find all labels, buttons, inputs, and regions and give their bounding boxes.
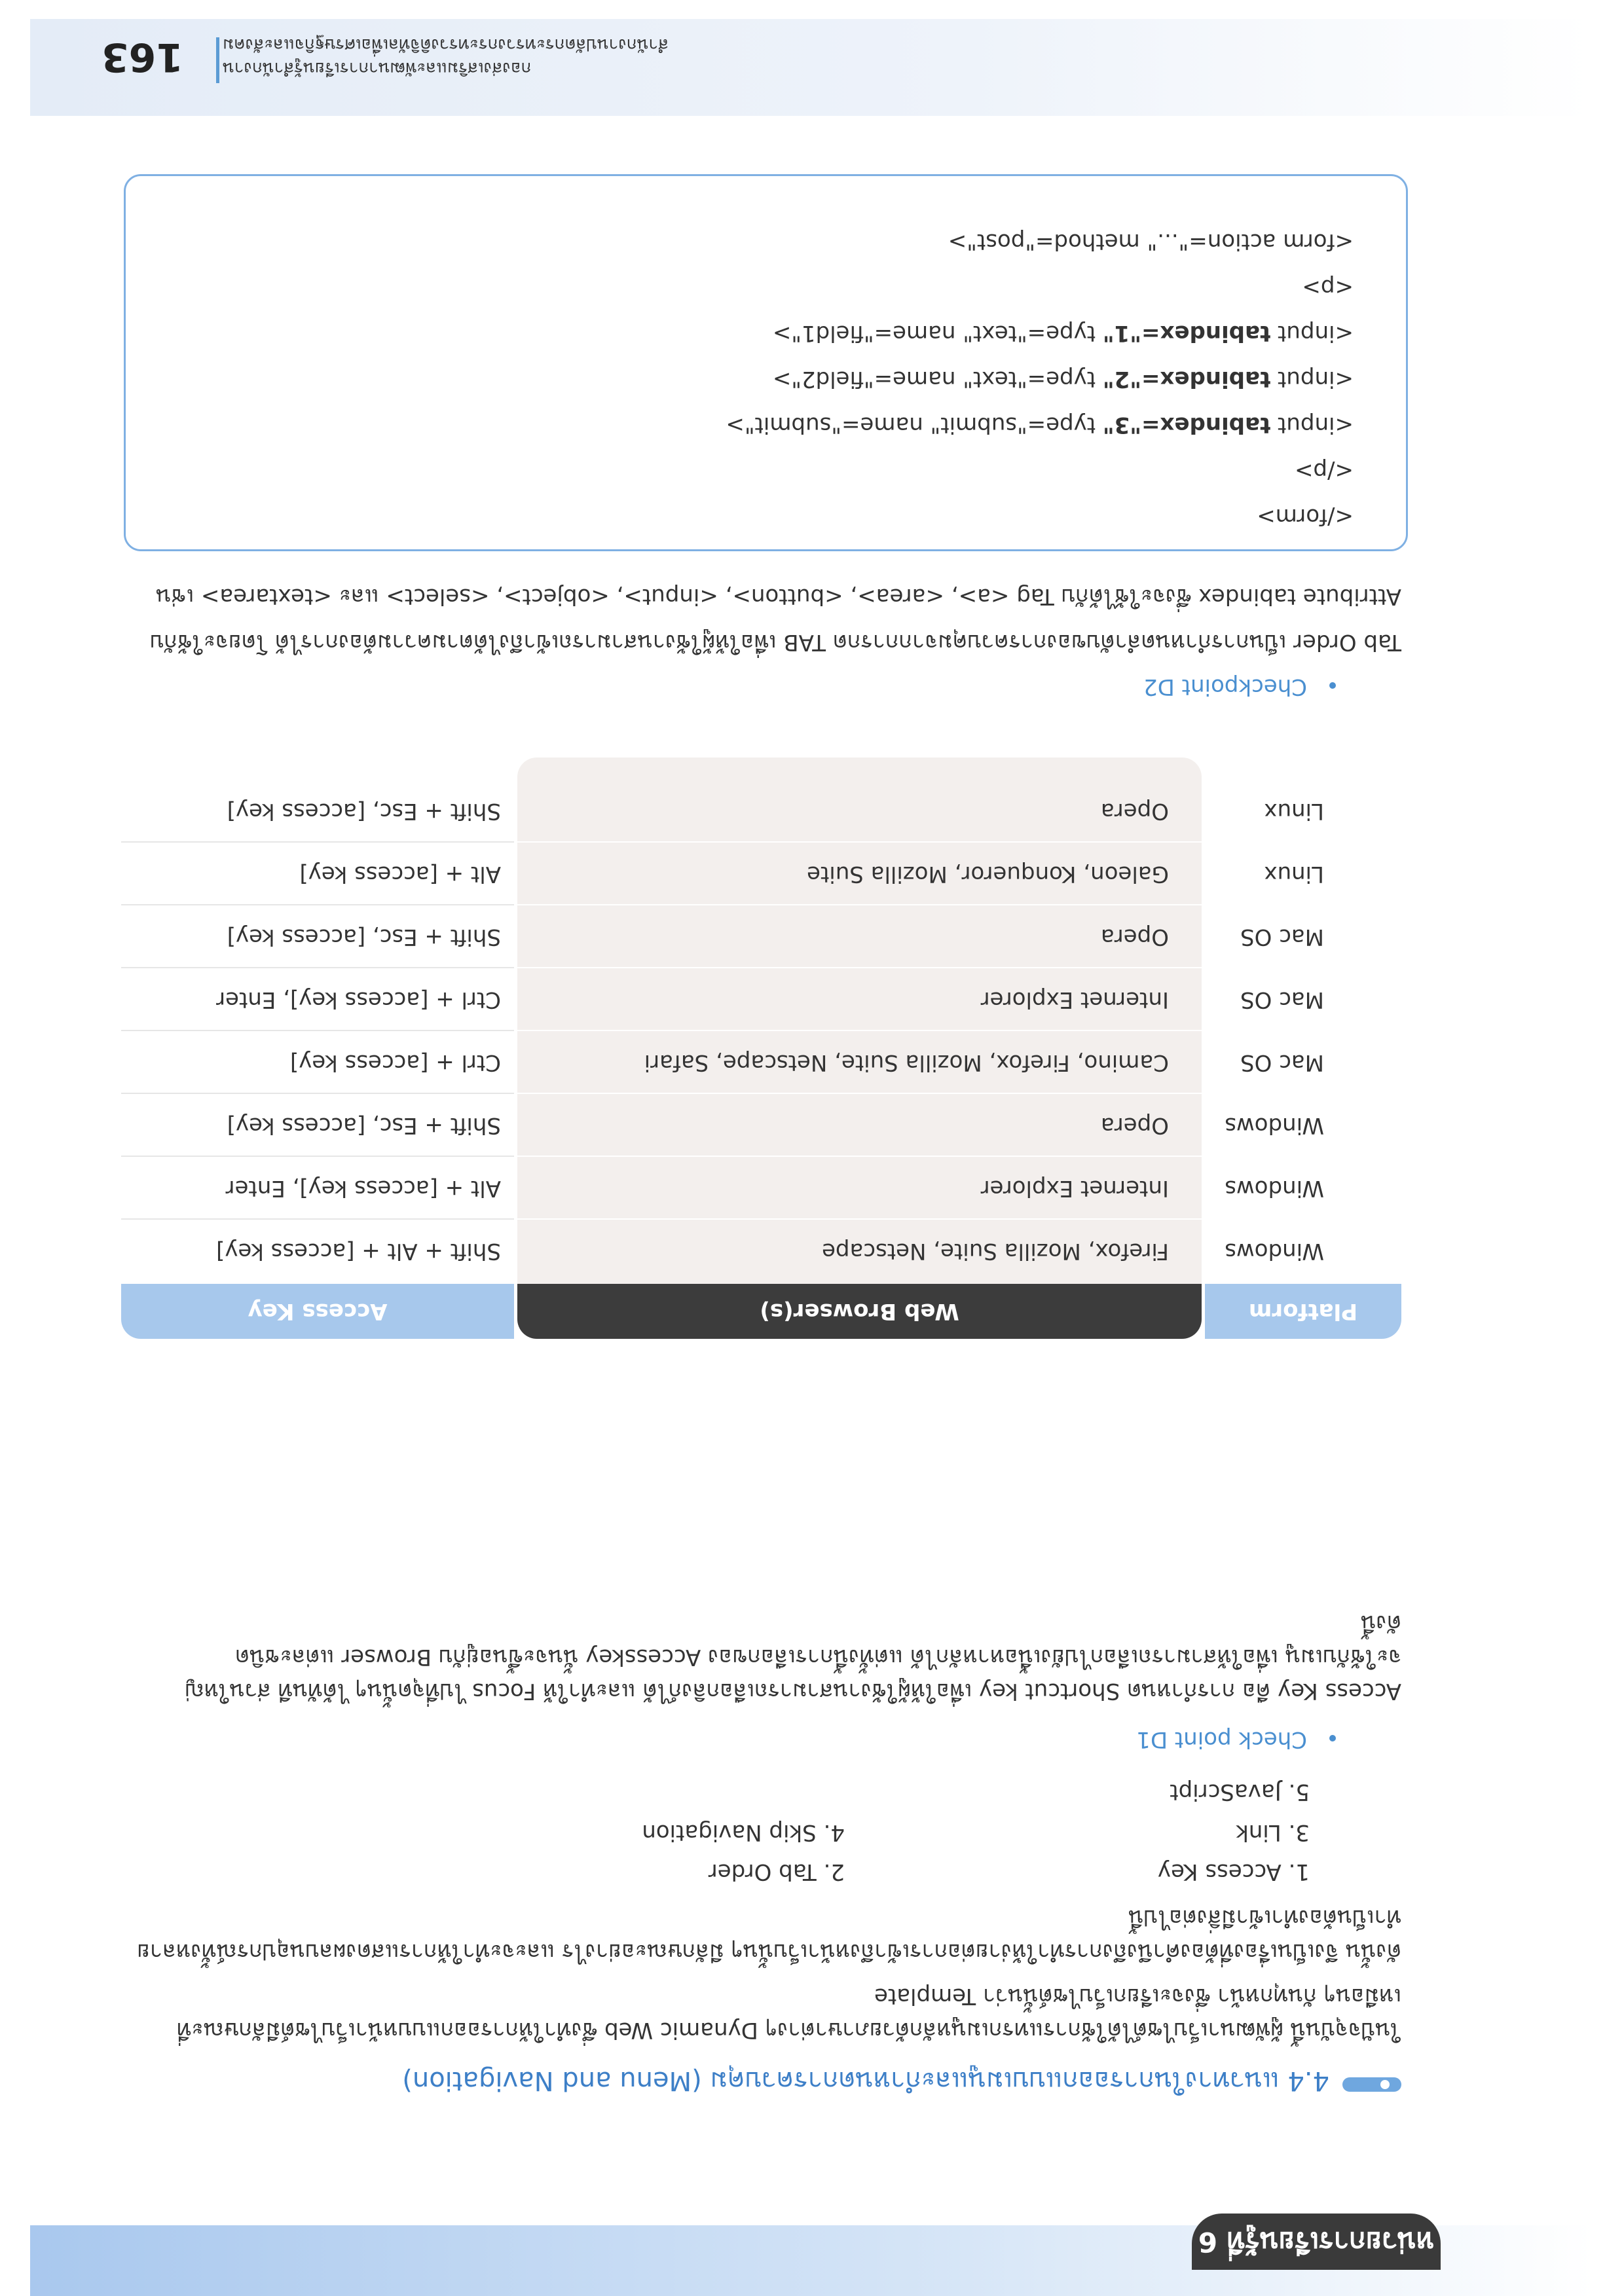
table-row [121,904,1401,967]
section-bullet-icon [1342,2077,1401,2092]
cell-access-key: Ctrl + [access key] [289,1049,501,1076]
cell-platform: Mac OS [1240,924,1324,950]
cell-platform: Windows [1225,1112,1324,1139]
code-line [726,412,1354,438]
row-divider [121,1218,514,1220]
cell-platform: Linux [1264,861,1324,887]
table-row [121,1030,1401,1093]
list-item-tab-order: 2. Tab Order [708,1859,845,1885]
table-header-platform: Platform [1205,1284,1401,1339]
code-keyword: tabindex="2" [1102,366,1271,392]
intro-line-3: ดังนั้น จึงเป็นเรื่องที่ต้องคำนึงถึงการทำให้ง่ายต่อการเข้าถึงหน้าเว็บนั้นๆ มีลักษณะอย่างไร และจะทำให้การแสดงผลบนอุปกรณ์ทั้งหลาย [137,1939,1401,1965]
cell-access-key: Ctrl + [access key], Enter [216,987,501,1013]
table-row [121,1093,1401,1156]
row-divider [517,1093,1202,1094]
table-row [121,778,1401,841]
code-text: type="text" name="field2"> [772,366,1103,392]
row-divider [517,1030,1202,1031]
checkpoint-d1-line-1: Access Key คือ การกำหนด Shortcut key เพื่อให้ผู้ใช้งานสามารถเลือกลิงก์ได้ และทำให้ Focus ไปที่จุดนั้นๆ ได้ทันที ส่วนใหญ่ [185,1678,1401,1704]
row-divider [121,904,514,905]
list-item-link: 3. Link [1236,1819,1310,1846]
row-divider [517,1156,1202,1157]
cell-browser: Internet Explorer [980,1175,1169,1201]
checkpoint-d1-heading [1136,1726,1336,1753]
cell-browser: Opera [1100,798,1169,824]
cell-platform: Mac OS [1240,1049,1324,1076]
section-heading: 4.4 แนวทางในการออกแบบเมนูและกำหนดการควบคุม (Menu and Navigation) [402,2066,1329,2096]
row-divider [517,904,1202,905]
row-divider [121,1030,514,1031]
list-item-javascript: 5. JavaScript [1170,1779,1310,1805]
cell-platform: Linux [1264,798,1324,824]
code-line [773,320,1354,346]
footer-divider [216,37,219,83]
cell-browser: Galeon, Konqueror, Mozilla Suite [807,861,1169,887]
cell-access-key: Shift + Alt + [access key] [216,1238,501,1264]
code-keyword: tabindex="1" [1102,320,1271,346]
code-line: </form> [1257,503,1354,530]
code-text: <input [1270,412,1354,438]
row-divider [517,841,1202,843]
table-row [121,967,1401,1030]
list-item-access-key: 1. Access Key [1157,1859,1310,1885]
cell-access-key: Shift + Esc, [access key] [227,1112,501,1139]
checkpoint-d2-line-1: Tab Order เป็นการกำหนดลำดับของการควบคุมจากการกด TAB เพื่อให้ผู้ใช้งานสามารถเข้าถึงได้ตามความต้องการได้ โดยจะใช้กับ [149,629,1401,655]
checkpoint-d2-line-2: Attribute tabindex ซึ่งจะใช้ได้กับ Tag <a>, <area>, <button>, <input>, <object>, <select> และ <textarea> เช่น [156,583,1401,610]
cell-access-key: Shift + Esc, [access key] [227,924,501,950]
cell-browser: Internet Explorer [980,987,1169,1013]
footer-line-1: กองส่งเสริมและพัฒนาการเรียนรู้สำนักงาน [223,58,532,78]
footer-line-2: สำนักงานปลัดกระทรวงกระทรวงดิจิทัลเพื่อเศรษฐกิจและสังคม [223,35,669,54]
code-line: </p> [1294,458,1354,484]
code-text: type="submit" name="submit"> [726,412,1103,438]
cell-browser: Camino, Firefox, Mozilla Suite, Netscape, Safari [644,1049,1169,1076]
cell-platform: Windows [1225,1175,1324,1201]
checkpoint-d2-heading [1143,674,1336,700]
cell-browser: Opera [1100,1112,1169,1139]
row-divider [517,1218,1202,1220]
cell-access-key: Alt + [access key], Enter [225,1175,501,1201]
checkpoint-d1-line-3: ดังนี้ [1361,1610,1401,1636]
footer-credit [223,33,799,80]
cell-browser: Firefox, Mozilla Suite, Netscape [822,1238,1169,1264]
table-row [121,1218,1401,1281]
checkpoint-d1-title: Check point D1 [1136,1726,1307,1753]
row-divider [121,841,514,843]
cell-access-key: Alt + [access key] [299,861,501,887]
code-line [773,366,1354,392]
row-divider [121,967,514,968]
row-divider [517,967,1202,968]
code-text: <input [1270,320,1354,346]
code-text: <input [1270,366,1354,392]
table-header-access-key: Access Key [121,1284,514,1339]
code-keyword: tabindex="3" [1102,412,1271,438]
checkpoint-d2-title: Checkpoint D2 [1143,674,1307,700]
unit-label: หน่วยการเรียนรู้ที่ 6 [1192,2214,1441,2270]
row-divider [121,1093,514,1094]
page-number: 163 [101,34,183,80]
row-divider [121,1156,514,1157]
intro-line-1: ในปัจจุบันนี้ ผู้พัฒนาเว็บไซต์ได้ใช้การแทรกเมนูหลักด้วยภาษาต่างๆ Dynamic Web ซึ่งทำให้การออกแบบหน้าเว็บไซต์มีลักษณะที่ [176,2017,1401,2043]
cell-platform: Windows [1225,1238,1324,1264]
table-header-browser: Web Browser(s) [517,1284,1202,1339]
bullet-icon [1329,683,1336,689]
cell-access-key: Shift + Esc, [access key] [227,798,501,824]
bullet-icon [1329,1736,1336,1742]
table-row [121,1156,1401,1218]
list-item-skip-navigation: 4. Skip Navigation [642,1819,845,1846]
code-line: <p> [1302,274,1354,301]
intro-line-2: เหมือนๆ กันทุกหน้า ซึ่งจะเรียกเว็บไซต์นั้นว่า Template [874,1983,1401,2009]
checkpoint-d1-line-2: จะใช้กับเมนู เพื่อให้สามารถเลือกไปยังเนื้อหาหลักได้ แต่ทั้งนี้การเลือกของ Accesskey นั้นจะขึ้นอยู่กับ Browser แต่ละชนิด [234,1644,1401,1670]
code-line: <form action="..." method="post"> [948,228,1354,255]
code-text: type="text" name="field1"> [772,320,1103,346]
code-example-box [124,174,1408,551]
cell-platform: Mac OS [1240,987,1324,1013]
intro-line-4: ทำเป็นต้องทำเข้ามีสิ่งต่อไปนี้ [1128,1904,1401,1931]
table-row [121,841,1401,904]
cell-browser: Opera [1100,924,1169,950]
